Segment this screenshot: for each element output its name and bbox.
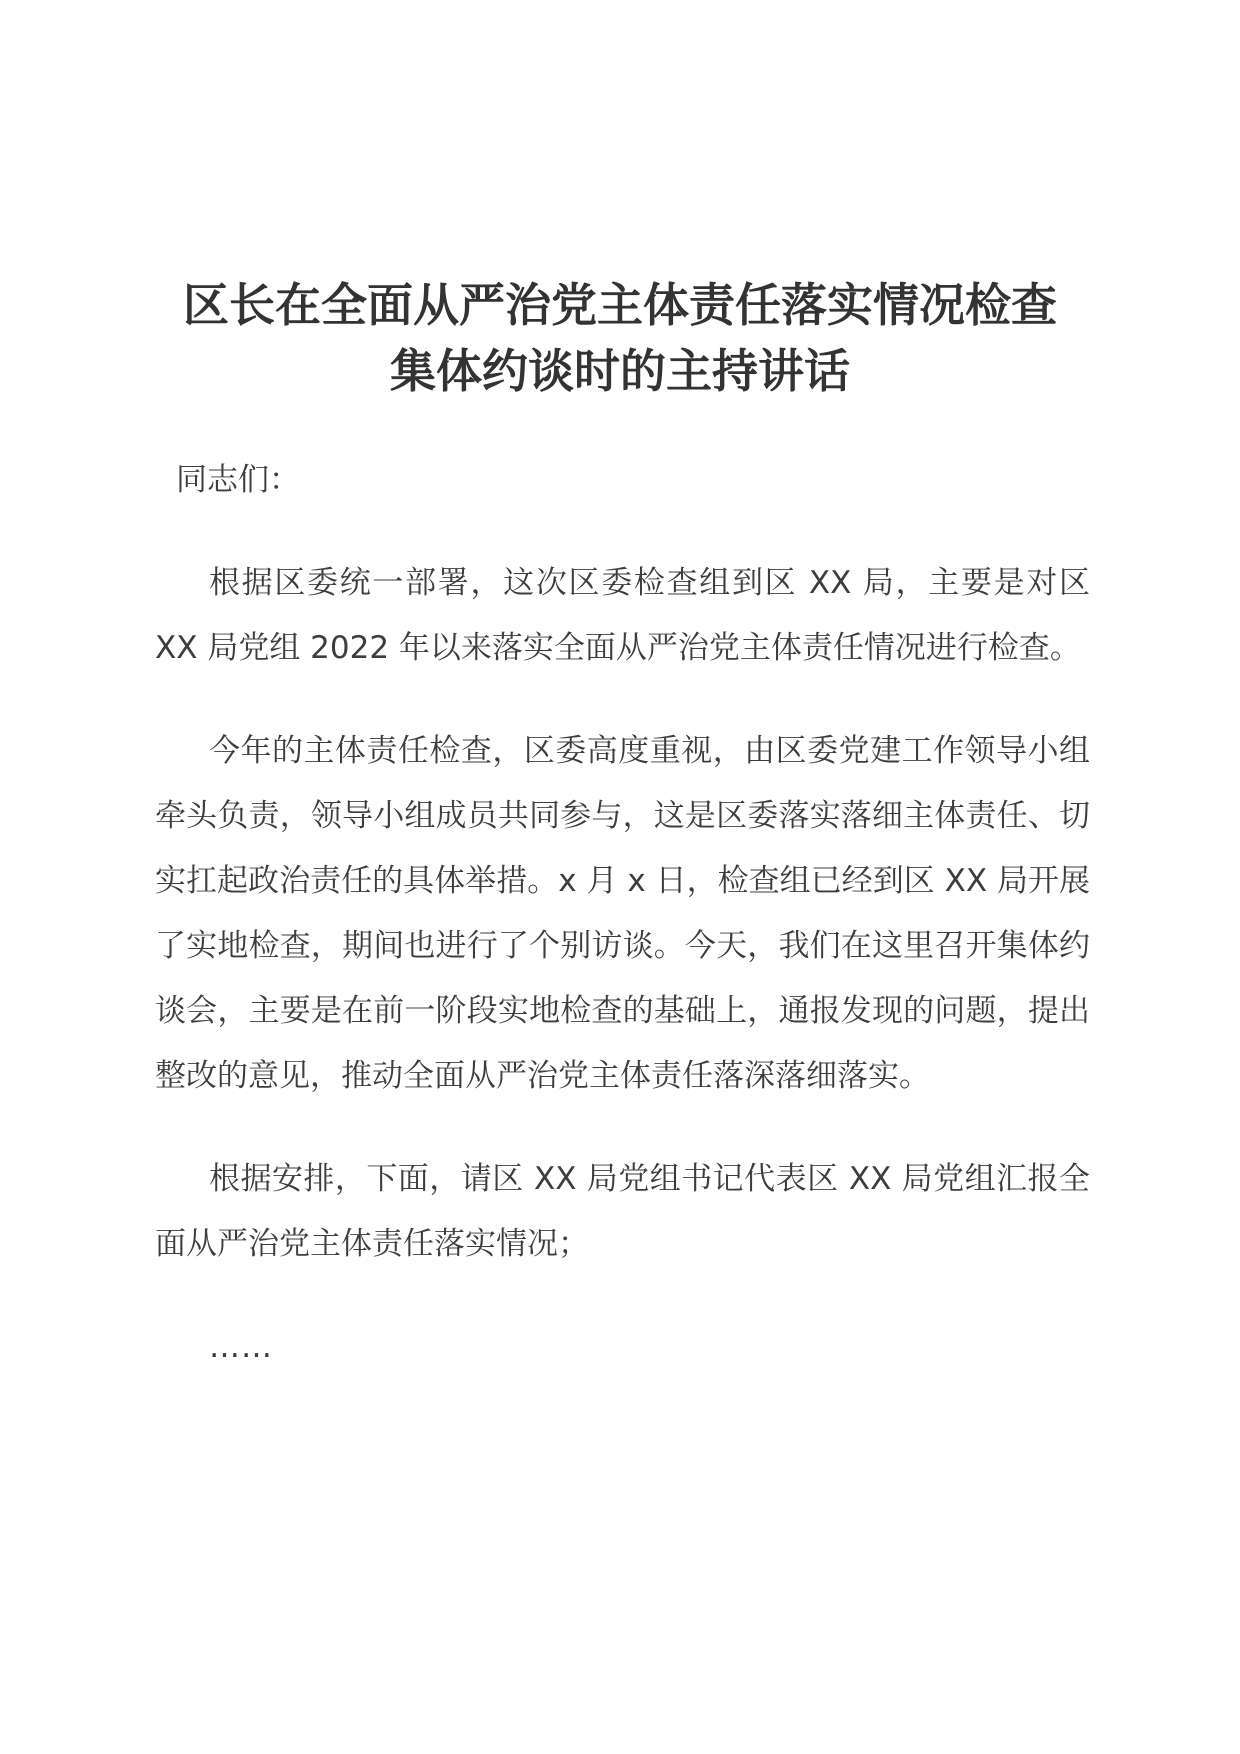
salutation: 同志们： bbox=[176, 462, 300, 498]
paragraph-1: 根据区委统一部署，这次区委检查组到区 XX 局，主要是对区 XX 局党组 2022 年以来落实全面从严治党主体责任情况进行检查。 bbox=[155, 565, 1090, 666]
document-title bbox=[150, 272, 1090, 404]
paragraph-3: 根据安排，下面，请区 XX 局党组书记代表区 XX 局党组汇报全面从严治党主体责任落实情况； bbox=[155, 1161, 1090, 1262]
ellipsis: …… bbox=[209, 1329, 273, 1365]
paragraph-2: 今年的主体责任检查，区委高度重视，由区委党建工作领导小组牵头负责，领导小组成员共同参与，这是区委落实落细主体责任、切实扛起政治责任的具体举措。x 月 x 日，检查组已经到区 XX 局开展了实地检查，期间也进行了个别访谈。今天，我们在这里召开集体约谈会，主要是在前一阶段实地检查的基础上，通报发现的问题，提出整改的意见，推动全面从严治党主体责任落深落细落实。 bbox=[155, 733, 1090, 1094]
title-line-2: 集体约谈时的主持讲话 bbox=[390, 344, 850, 398]
title-line-1: 区长在全面从严治党主体责任落实情况检查 bbox=[183, 278, 1057, 332]
document-body bbox=[155, 448, 1090, 1380]
